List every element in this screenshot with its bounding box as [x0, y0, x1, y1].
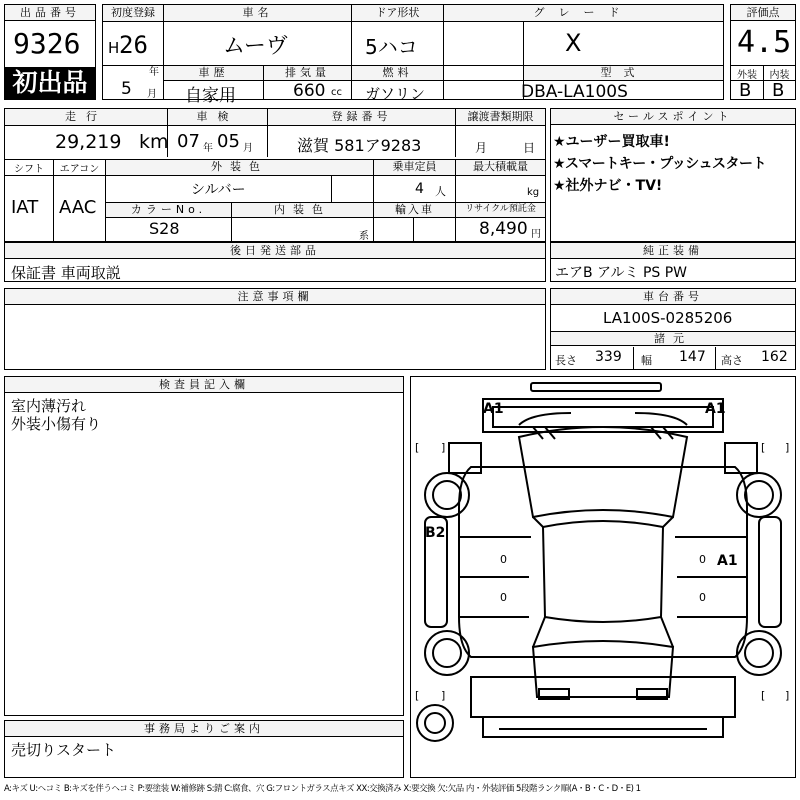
first-reg-label: 初度登録 [103, 5, 163, 21]
equipment: エアB アルミ PS PW [555, 265, 688, 281]
office-note: 売切りスタート [11, 741, 117, 759]
door-label: ドア形状 [352, 5, 443, 21]
legend: A:キズ U:ヘコミ B:キズを伴うヘコミ P:要塗装 W:補修跡 S:錆 C:腐食、穴 G:フロントガラス点キズ XX:交換済み X:要交換 欠:欠品 内・外装評価 5段階ランク順(A・B・C・D・E) 1 [4, 784, 641, 794]
transfer-label: 譲渡書類期限 [456, 109, 545, 125]
car-outline [411, 377, 795, 777]
inspection-month-unit: 月 [243, 143, 253, 154]
capacity-label: 乗車定員 [374, 160, 455, 175]
damage-mark-right-door: A1 [717, 553, 738, 569]
mileage-label: 走行 [5, 109, 167, 125]
lot-number: 9326 [13, 27, 81, 60]
damage-mark-front-right: A1 [705, 401, 726, 417]
damage-mark-left-door: B2 [425, 525, 446, 541]
height: 162 [761, 349, 788, 365]
chassis-number: LA100S-0285206 [603, 309, 733, 327]
score-label: 評価点 [731, 5, 795, 21]
displacement-unit: cc [331, 87, 342, 98]
fuel: ガソリン [365, 85, 426, 103]
history-label: 車歴 [164, 66, 263, 80]
color: シルバー [191, 182, 246, 198]
plate-label: 登録番号 [268, 109, 455, 125]
grade-label: グレード [444, 5, 723, 21]
equipment-label: 純正装備 [551, 243, 795, 259]
year-unit: 年 [149, 67, 159, 78]
ac: AAC [59, 197, 97, 218]
equipment-box [550, 242, 796, 282]
import-label: 輸入車 [374, 203, 455, 217]
svg-text:0: 0 [699, 553, 706, 566]
recycle-unit: 円 [531, 229, 541, 240]
first-listing-badge: 初出品 [5, 67, 95, 99]
history: 自家用 [185, 86, 236, 106]
exterior-score: B [739, 80, 752, 101]
score: 4.5 [737, 25, 792, 60]
svg-text:]: ] [785, 689, 790, 702]
svg-text:0: 0 [500, 553, 507, 566]
inspection-year-unit: 年 [203, 143, 213, 154]
width: 147 [679, 349, 706, 365]
damage-mark-front-left: A1 [483, 401, 504, 417]
mileage-unit: km [139, 131, 169, 153]
svg-text:[: [ [415, 441, 420, 454]
car-diagram [410, 376, 796, 778]
interior-label: 内装 [769, 70, 790, 81]
first-reg-month: 5 [121, 79, 132, 99]
model: DBA-LA100S [521, 82, 628, 102]
dims-label: 諸元 [551, 332, 795, 346]
length: 339 [595, 349, 622, 365]
notes-label: 注意事項欄 [5, 289, 545, 305]
chassis-box [550, 288, 796, 370]
inspection-year: 07 [177, 131, 200, 152]
inspector-label: 検査員記入欄 [5, 377, 403, 393]
lot-box [4, 4, 96, 100]
lot-label: 出品番号 [5, 5, 95, 21]
load-unit: kg [527, 187, 540, 198]
width-label: 幅 [641, 354, 652, 367]
inspection-label: 車検 [168, 109, 267, 125]
color-no-label: カラーNo. [106, 203, 231, 217]
svg-text:0: 0 [699, 591, 706, 604]
color-no: S28 [149, 219, 180, 238]
month-unit: 月 [147, 89, 157, 100]
svg-text:]: ] [441, 689, 446, 702]
length-label: 長さ [555, 354, 577, 367]
car-name-label: 車名 [164, 5, 351, 21]
capacity-unit: 人 [435, 185, 446, 198]
displacement: 660 [293, 81, 326, 101]
sales-point: ★ユーザー買取車! [553, 134, 670, 150]
svg-text:[: [ [761, 689, 766, 702]
inspector-note: 外装小傷有り [11, 415, 102, 433]
displacement-label: 排気量 [264, 66, 351, 80]
svg-text:0: 0 [500, 591, 507, 604]
svg-text:]: ] [441, 441, 446, 454]
office-label: 事務局よりご案内 [5, 721, 403, 737]
svg-text:[: [ [761, 441, 766, 454]
model-label: 型式 [524, 66, 723, 80]
notes-box [4, 288, 546, 370]
shift-label: シフト [14, 164, 44, 175]
svg-text:[: [ [415, 689, 420, 702]
score-box [730, 4, 796, 100]
first-reg-year: 26 [119, 31, 148, 59]
office-box [4, 720, 404, 778]
inspector-box [4, 376, 404, 716]
vehicle-details-table [4, 108, 546, 242]
inspection-month: 05 [217, 131, 240, 152]
height-label: 高さ [721, 354, 743, 367]
door-shape: 5ハコ [365, 35, 418, 59]
transfer-day-unit: 日 [523, 141, 536, 155]
interior-color-unit: 系 [359, 231, 369, 242]
car-name: ムーヴ [223, 34, 288, 59]
color-label: 外装色 [106, 160, 373, 175]
later-parts-box [4, 242, 546, 282]
chassis-label: 車台番号 [551, 289, 795, 305]
recycle-label: リサイクル預託金 [456, 203, 545, 217]
sales-label: セールスポイント [551, 109, 795, 125]
shift: IAT [11, 197, 39, 218]
ac-label: エアコン [59, 164, 100, 175]
sales-points-box [550, 108, 796, 242]
recycle-fee: 8,490 [479, 219, 528, 239]
capacity: 4 [415, 181, 424, 197]
transfer-month-unit: 月 [475, 141, 488, 155]
sales-point: ★社外ナビ・TV! [553, 178, 663, 194]
later-parts-label: 後日発送部品 [5, 243, 545, 259]
later-parts: 保証書 車両取説 [11, 264, 121, 282]
mileage: 29,219 [55, 131, 122, 153]
grade: X [565, 29, 582, 57]
interior-color-label: 内装色 [232, 203, 373, 217]
exterior-label: 外装 [737, 70, 757, 81]
interior-score: B [772, 80, 785, 101]
inspector-note: 室内薄汚れ [11, 397, 87, 415]
header-table [102, 4, 724, 106]
fuel-label: 燃料 [352, 66, 443, 80]
sales-point: ★スマートキー・プッシュスタート [553, 156, 767, 172]
load-label: 最大積載量 [456, 160, 545, 175]
plate-number: 滋賀 581ア9283 [297, 136, 422, 155]
svg-text:]: ] [785, 441, 790, 454]
era: H [108, 39, 120, 57]
